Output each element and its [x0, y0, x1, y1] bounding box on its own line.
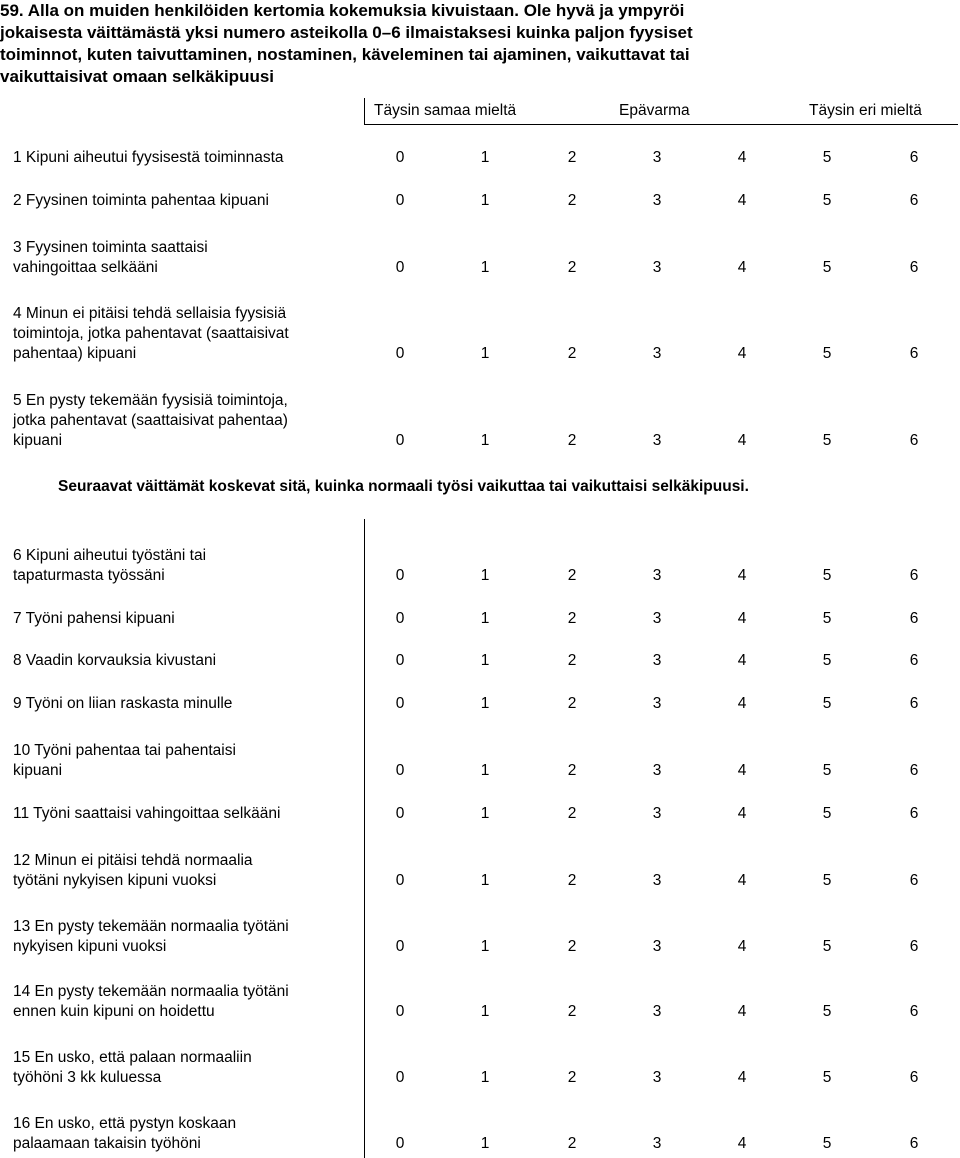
rating-option[interactable]: 3	[652, 762, 662, 779]
statement-line: 10 Työni pahentaa tai pahentaisi	[13, 742, 236, 759]
rating-option[interactable]: 1	[480, 872, 490, 889]
rating-option[interactable]: 6	[909, 805, 919, 822]
rating-option[interactable]: 2	[567, 567, 577, 584]
statement-row	[13, 917, 958, 957]
question-heading	[0, 0, 958, 88]
rating-scale	[13, 1134, 958, 1154]
rating-option[interactable]: 6	[909, 192, 919, 209]
section-heading: Seuraavat väittämät koskevat sitä, kuinka normaali työsi vaikuttaa tai vaikuttaisi selkäkipuusi.	[58, 478, 749, 495]
rating-option[interactable]: 0	[395, 345, 405, 362]
rating-option[interactable]: 1	[480, 345, 490, 362]
statement-row	[13, 804, 958, 824]
rating-option[interactable]: 5	[822, 345, 832, 362]
table-divider-horizontal	[364, 124, 958, 125]
statement-row	[13, 546, 958, 586]
statement-line: 8 Vaadin korvauksia kivustani	[13, 652, 217, 669]
statement-line: toimintoja, jotka pahentavat (saattaisivat	[13, 325, 289, 342]
rating-scale	[13, 761, 958, 781]
rating-option[interactable]: 3	[652, 192, 662, 209]
rating-option[interactable]: 0	[395, 432, 405, 449]
rating-option[interactable]: 3	[652, 695, 662, 712]
statement-line: 4 Minun ei pitäisi tehdä sellaisia fyysisiä	[13, 305, 287, 322]
rating-option[interactable]: 0	[395, 805, 405, 822]
rating-option[interactable]: 5	[822, 805, 832, 822]
rating-option[interactable]: 6	[909, 938, 919, 955]
rating-option[interactable]: 4	[737, 805, 747, 822]
rating-option[interactable]: 0	[395, 1135, 405, 1152]
rating-option[interactable]: 3	[652, 652, 662, 669]
rating-option[interactable]: 2	[567, 1003, 577, 1020]
statement-line: työhöni 3 kk kuluessa	[13, 1069, 162, 1086]
rating-option[interactable]: 4	[737, 1003, 747, 1020]
rating-option[interactable]: 5	[822, 610, 832, 627]
rating-option[interactable]: 5	[822, 259, 832, 276]
rating-option[interactable]: 3	[652, 610, 662, 627]
rating-option[interactable]: 1	[480, 610, 490, 627]
rating-option[interactable]: 0	[395, 1003, 405, 1020]
rating-option[interactable]: 3	[652, 1135, 662, 1152]
rating-scale	[13, 258, 958, 278]
statement-row	[13, 982, 958, 1022]
statement-line: 14 En pysty tekemään normaalia työtäni	[13, 983, 289, 1000]
rating-option[interactable]: 5	[822, 432, 832, 449]
rating-option[interactable]: 4	[737, 149, 747, 166]
rating-option[interactable]: 4	[737, 610, 747, 627]
statement-row	[13, 148, 958, 168]
rating-scale	[13, 566, 958, 586]
rating-option[interactable]: 2	[567, 149, 577, 166]
statement-row	[13, 191, 958, 211]
rating-option[interactable]: 6	[909, 259, 919, 276]
rating-option[interactable]: 2	[567, 695, 577, 712]
rating-option[interactable]: 3	[652, 149, 662, 166]
statement-line: tapaturmasta työssäni	[13, 567, 165, 584]
rating-option[interactable]: 4	[737, 567, 747, 584]
rating-option[interactable]: 4	[737, 1069, 747, 1086]
rating-option[interactable]: 2	[567, 872, 577, 889]
statement-row	[13, 651, 958, 671]
rating-option[interactable]: 1	[480, 805, 490, 822]
rating-option[interactable]: 5	[822, 872, 832, 889]
statement-line: vahingoittaa selkääni	[13, 259, 158, 276]
rating-option[interactable]: 4	[737, 762, 747, 779]
rating-option[interactable]: 6	[909, 872, 919, 889]
statement-row	[13, 1114, 958, 1154]
rating-option[interactable]: 5	[822, 567, 832, 584]
statement-line: 1 Kipuni aiheutui fyysisestä toiminnasta	[13, 149, 284, 166]
table-divider-vertical	[364, 98, 365, 124]
rating-option[interactable]: 0	[395, 149, 405, 166]
statement-line: 11 Työni saattaisi vahingoittaa selkääni	[13, 805, 281, 822]
rating-scale	[13, 937, 958, 957]
rating-option[interactable]: 6	[909, 149, 919, 166]
question-line: vaikuttaisivat omaan selkäkipuusi	[0, 67, 275, 86]
rating-scale	[13, 148, 958, 168]
statement-line: 5 En pysty tekemään fyysisiä toimintoja,	[13, 392, 288, 409]
rating-option[interactable]: 3	[652, 1003, 662, 1020]
statement-row	[13, 1048, 958, 1088]
rating-option[interactable]: 4	[737, 432, 747, 449]
statement-line: 12 Minun ei pitäisi tehdä normaalia	[13, 852, 253, 869]
statement-row	[13, 391, 958, 451]
rating-option[interactable]: 6	[909, 1003, 919, 1020]
rating-option[interactable]: 0	[395, 652, 405, 669]
statement-line: jotka pahentavat (saattaisivat pahentaa)	[13, 412, 288, 429]
rating-scale	[13, 804, 958, 824]
statement-line: 7 Työni pahensi kipuani	[13, 610, 175, 627]
rating-scale	[13, 191, 958, 211]
rating-option[interactable]: 1	[480, 1003, 490, 1020]
rating-option[interactable]: 1	[480, 259, 490, 276]
rating-option[interactable]: 5	[822, 192, 832, 209]
rating-option[interactable]: 3	[652, 259, 662, 276]
rating-option[interactable]: 6	[909, 695, 919, 712]
scale-label-unsure: Epävarma	[619, 102, 690, 119]
statement-row	[13, 238, 958, 278]
rating-option[interactable]: 4	[737, 872, 747, 889]
rating-scale	[13, 431, 958, 451]
statement-line: pahentaa) kipuani	[13, 345, 137, 362]
rating-scale	[13, 1002, 958, 1022]
rating-option[interactable]: 1	[480, 1069, 490, 1086]
statement-line: työtäni nykyisen kipuni vuoksi	[13, 872, 217, 889]
rating-option[interactable]: 0	[395, 938, 405, 955]
rating-scale	[13, 651, 958, 671]
rating-option[interactable]: 3	[652, 345, 662, 362]
rating-scale	[13, 609, 958, 629]
rating-option[interactable]: 0	[395, 1069, 405, 1086]
rating-option[interactable]: 4	[737, 1135, 747, 1152]
rating-option[interactable]: 2	[567, 762, 577, 779]
rating-option[interactable]: 2	[567, 1135, 577, 1152]
rating-option[interactable]: 2	[567, 938, 577, 955]
rating-option[interactable]: 4	[737, 652, 747, 669]
rating-option[interactable]: 5	[822, 1135, 832, 1152]
rating-option[interactable]: 1	[480, 695, 490, 712]
rating-option[interactable]: 3	[652, 567, 662, 584]
rating-scale	[13, 871, 958, 891]
rating-scale	[13, 344, 958, 364]
statement-line: 2 Fyysinen toiminta pahentaa kipuani	[13, 192, 269, 209]
rating-option[interactable]: 5	[822, 149, 832, 166]
statement-line: nykyisen kipuni vuoksi	[13, 938, 167, 955]
rating-option[interactable]: 4	[737, 938, 747, 955]
rating-option[interactable]: 5	[822, 1069, 832, 1086]
statement-line: 6 Kipuni aiheutui työstäni tai	[13, 547, 207, 564]
statement-line: 9 Työni on liian raskasta minulle	[13, 695, 233, 712]
rating-option[interactable]: 2	[567, 192, 577, 209]
rating-option[interactable]: 6	[909, 762, 919, 779]
rating-option[interactable]: 0	[395, 259, 405, 276]
rating-option[interactable]: 4	[737, 695, 747, 712]
rating-option[interactable]: 2	[567, 610, 577, 627]
rating-option[interactable]: 4	[737, 259, 747, 276]
question-line: jokaisesta väittämästä yksi numero asteikolla 0–6 ilmaistaksesi kuinka paljon fyysiset	[0, 23, 693, 42]
rating-option[interactable]: 1	[480, 938, 490, 955]
rating-option[interactable]: 6	[909, 345, 919, 362]
rating-option[interactable]: 6	[909, 1069, 919, 1086]
scale-label-agree: Täysin samaa mieltä	[374, 102, 517, 119]
rating-option[interactable]: 0	[395, 192, 405, 209]
rating-option[interactable]: 6	[909, 610, 919, 627]
rating-option[interactable]: 0	[395, 872, 405, 889]
rating-option[interactable]: 3	[652, 1069, 662, 1086]
rating-option[interactable]: 4	[737, 345, 747, 362]
rating-option[interactable]: 3	[652, 938, 662, 955]
rating-option[interactable]: 1	[480, 652, 490, 669]
statement-line: 3 Fyysinen toiminta saattaisi	[13, 239, 208, 256]
rating-option[interactable]: 4	[737, 192, 747, 209]
rating-option[interactable]: 5	[822, 938, 832, 955]
rating-option[interactable]: 1	[480, 762, 490, 779]
rating-option[interactable]: 6	[909, 432, 919, 449]
rating-option[interactable]: 2	[567, 805, 577, 822]
rating-option[interactable]: 6	[909, 567, 919, 584]
rating-option[interactable]: 2	[567, 652, 577, 669]
scale-label-disagree: Täysin eri mieltä	[809, 102, 922, 119]
rating-option[interactable]: 6	[909, 652, 919, 669]
statement-line: kipuani	[13, 432, 63, 449]
statement-line: 16 En usko, että pystyn koskaan	[13, 1115, 237, 1132]
rating-option[interactable]: 0	[395, 567, 405, 584]
statement-line: 15 En usko, että palaan normaaliin	[13, 1049, 252, 1066]
rating-option[interactable]: 1	[480, 567, 490, 584]
rating-option[interactable]: 1	[480, 192, 490, 209]
question-line: 59. Alla on muiden henkilöiden kertomia kokemuksia kivuistaan. Ole hyvä ja ympyröi	[0, 1, 685, 20]
rating-option[interactable]: 1	[480, 149, 490, 166]
rating-option[interactable]: 1	[480, 432, 490, 449]
statement-line: kipuani	[13, 762, 63, 779]
statement-line: 13 En pysty tekemään normaalia työtäni	[13, 918, 289, 935]
rating-scale	[13, 1068, 958, 1088]
rating-option[interactable]: 2	[567, 1069, 577, 1086]
statement-line: ennen kuin kipuni on hoidettu	[13, 1003, 215, 1020]
rating-option[interactable]: 5	[822, 1003, 832, 1020]
rating-scale	[13, 694, 958, 714]
statement-row	[13, 851, 958, 891]
rating-option[interactable]: 2	[567, 259, 577, 276]
rating-option[interactable]: 6	[909, 1135, 919, 1152]
rating-option[interactable]: 5	[822, 762, 832, 779]
rating-option[interactable]: 3	[652, 872, 662, 889]
rating-option[interactable]: 0	[395, 695, 405, 712]
rating-option[interactable]: 5	[822, 652, 832, 669]
rating-option[interactable]: 1	[480, 1135, 490, 1152]
statement-line: palaamaan takaisin työhöni	[13, 1135, 201, 1152]
rating-option[interactable]: 0	[395, 610, 405, 627]
rating-option[interactable]: 3	[652, 805, 662, 822]
rating-option[interactable]: 0	[395, 762, 405, 779]
statement-row	[13, 304, 958, 364]
rating-option[interactable]: 2	[567, 432, 577, 449]
question-line: toiminnot, kuten taivuttaminen, nostaminen, käveleminen tai ajaminen, vaikuttavat tai	[0, 45, 690, 64]
statement-row	[13, 694, 958, 714]
statement-row	[13, 741, 958, 781]
rating-option[interactable]: 5	[822, 695, 832, 712]
rating-option[interactable]: 2	[567, 345, 577, 362]
rating-option[interactable]: 3	[652, 432, 662, 449]
statement-row	[13, 609, 958, 629]
